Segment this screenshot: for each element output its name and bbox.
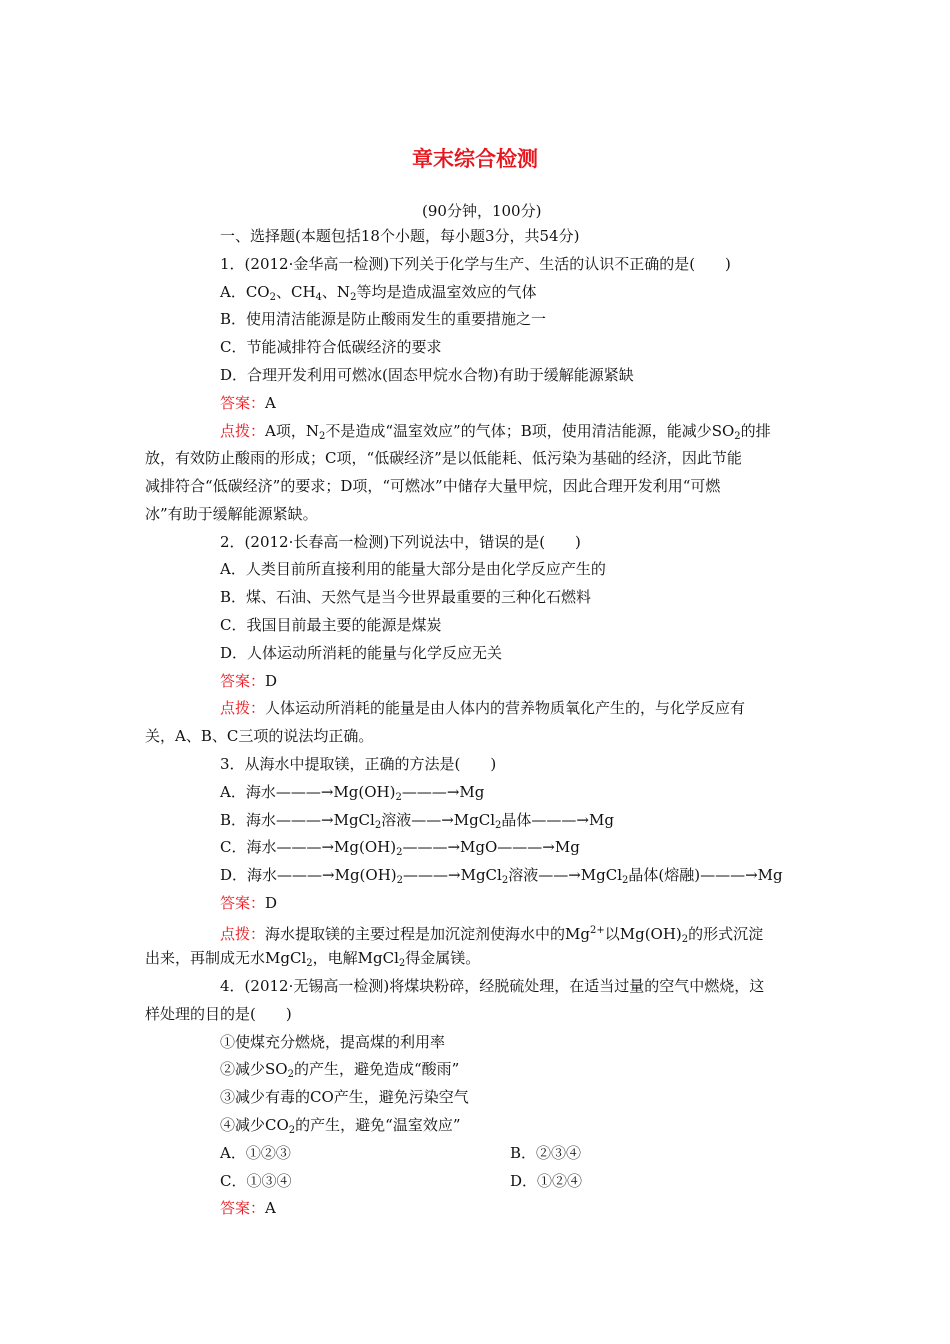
page-title: 章末综合检测: [412, 146, 538, 171]
q1-option-b: B．使用清洁能源是防止酸雨发生的重要措施之一: [220, 310, 547, 328]
q3-stem: 3．从海水中提取镁，正确的方法是( ): [220, 755, 497, 773]
q4-item-1: ①使煤充分燃烧，提高煤的利用率: [220, 1033, 446, 1051]
q2-hint-line1: 点拨：人体运动所消耗的能量是由人体内的营养物质氧化产生的，与化学反应有: [220, 699, 746, 717]
q2-option-b: B．煤、石油、天然气是当今世界最重要的三种化石燃料: [220, 588, 592, 606]
q2-answer: 答案：D: [220, 672, 278, 690]
q4-item-4: ④减少$CO_2$的产生，避免“温室效应”: [220, 1116, 461, 1136]
q4-item-3: ③减少有毒的CO产生，避免污染空气: [220, 1088, 469, 1106]
q3-answer: 答案：D: [220, 894, 278, 912]
q4-stem-line1: 4．(2012·无锡高一检测)将煤块粉碎，经脱硫处理，在适当过量的空气中燃烧，这: [220, 977, 765, 995]
q3-hint-line2: 出来，再制成无水MgCl$_2$，电解MgCl$_2$得金属镁。: [145, 949, 481, 969]
q2-option-a: A．人类目前所直接利用的能量大部分是由化学反应产生的: [220, 560, 606, 578]
q1-option-c: C．节能减排符合低碳经济的要求: [220, 338, 442, 356]
q1-option-d: D．合理开发利用可燃冰(固态甲烷水合物)有助于缓解能源紧缺: [220, 366, 634, 384]
q3-option-b: B．海水———→MgCl$_2$溶液——→MgCl$_2$晶体———→Mg: [220, 811, 614, 831]
section-heading: 一、选择题(本题包括18个小题，每小题3分，共54分): [220, 227, 580, 245]
q4-item-2: ②减少$SO_2$的产生，避免造成“酸雨”: [220, 1060, 460, 1080]
q2-stem: 2．(2012·长春高一检测)下列说法中，错误的是( ): [220, 533, 581, 551]
q4-option-c: C．①③④: [220, 1172, 292, 1190]
q4-answer: 答案：A: [220, 1199, 276, 1217]
q3-option-a: A．海水$———\to Mg(OH)_2———\to Mg$: [220, 783, 485, 803]
q3-hint-line1: 点拨：海水提取镁的主要过程是加沉淀剂使海水中的$Mg^{2+}$以$Mg(OH)_2$的形式沉淀: [220, 925, 764, 945]
q1-hint-line1: 点拨：A项，$N_2$不是造成“温室效应”的气体；B项，使用清洁能源，能减少$SO_2$的排: [220, 422, 771, 442]
q3-option-c: C．海水$———\to Mg(OH)_2———\to MgO———\to Mg$: [220, 838, 580, 858]
q1-hint-line4: 冰”有助于缓解能源紧缺。: [145, 505, 318, 523]
q1-option-a: A．$CO_2$、$CH_4$、$N_2$等均是造成温室效应的气体: [220, 283, 537, 303]
q3-option-d: D．海水$———\to Mg(OH)_2———\to MgCl_2$溶液——→MgCl$_2$晶体(熔融)———→Mg: [220, 866, 783, 886]
q4-option-b: B．②③④: [510, 1144, 582, 1162]
q4-stem-line2: 样处理的目的是( ): [145, 1005, 292, 1023]
q1-hint-line2: 放，有效防止酸雨的形成；C项，“低碳经济”是以低能耗、低污染为基础的经济，因此节能: [145, 449, 742, 467]
q2-hint-line2: 关，A、B、C三项的说法均正确。: [145, 727, 374, 745]
q1-hint-line3: 减排符合“低碳经济”的要求；D项，“可燃冰”中储存大量甲烷，因此合理开发利用“可燃: [145, 477, 721, 495]
q2-option-d: D．人体运动所消耗的能量与化学反应无关: [220, 644, 503, 662]
q1-answer: 答案：A: [220, 394, 276, 412]
q2-option-c: C．我国目前最主要的能源是煤炭: [220, 616, 442, 634]
time-score: (90分钟，100分): [422, 202, 542, 220]
q1-stem: 1．(2012·金华高一检测)下列关于化学与生产、生活的认识不正确的是( ): [220, 255, 731, 273]
q4-option-a: A．①②③: [220, 1144, 291, 1162]
q4-option-d: D．①②④: [510, 1172, 583, 1190]
